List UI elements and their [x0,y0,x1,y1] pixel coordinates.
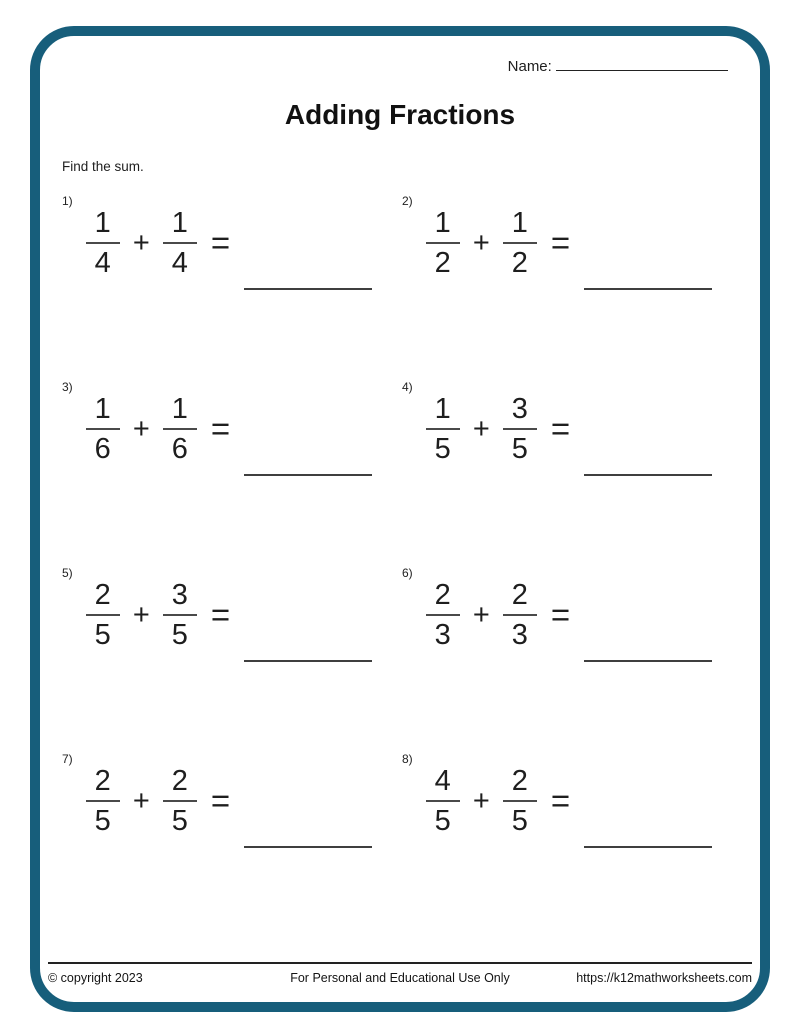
equals-sign: = [210,596,231,633]
fraction-first [86,207,120,280]
denominator: 5 [511,805,528,837]
problem-7 [62,753,402,849]
problem-number: 3) [62,380,73,394]
worksheet [48,40,752,849]
problem-number: 2) [402,194,413,208]
plus-sign: + [472,784,490,817]
copyright-text: © copyright 2023 [48,971,143,985]
problem-number: 7) [62,752,73,766]
answer-blank[interactable] [584,288,712,290]
fraction-second [503,393,537,466]
numerator: 2 [426,579,460,616]
numerator: 1 [163,393,197,430]
numerator: 1 [426,393,460,430]
equals-sign: = [550,224,571,261]
denominator: 2 [434,247,451,279]
fraction-first [86,393,120,466]
problem-number: 1) [62,194,73,208]
plus-sign: + [472,226,490,259]
numerator: 1 [426,207,460,244]
numerator: 2 [86,579,120,616]
fraction-second [163,207,197,280]
fraction-second [503,207,537,280]
fraction-second [503,579,537,652]
page-title: Adding Fractions [284,99,516,130]
plus-sign: + [472,598,490,631]
denominator: 5 [434,433,451,465]
denominator: 5 [171,619,188,651]
denominator: 2 [511,247,528,279]
numerator: 1 [86,393,120,430]
problems-grid [62,195,752,849]
name-blank[interactable] [556,56,728,71]
fraction-first [426,765,460,838]
equals-sign: = [210,410,231,447]
answer-blank[interactable] [584,474,712,476]
denominator: 5 [511,433,528,465]
numerator: 4 [426,765,460,802]
plus-sign: + [132,412,150,445]
fraction-second [163,579,197,652]
equals-sign: = [210,224,231,261]
numerator: 2 [86,765,120,802]
denominator: 5 [94,805,111,837]
numerator: 1 [86,207,120,244]
denominator: 3 [511,619,528,651]
page-footer [48,962,752,985]
numerator: 1 [163,207,197,244]
instruction-text: Find the sum. [62,159,144,174]
problem-4 [402,381,742,477]
answer-blank[interactable] [584,660,712,662]
answer-blank[interactable] [244,660,372,662]
plus-sign: + [472,412,490,445]
numerator: 1 [503,207,537,244]
fraction-second [163,765,197,838]
answer-blank[interactable] [244,288,372,290]
fraction-first [426,393,460,466]
equals-sign: = [210,782,231,819]
problem-number: 8) [402,752,413,766]
problem-3 [62,381,402,477]
denominator: 3 [434,619,451,651]
equals-sign: = [550,410,571,447]
numerator: 3 [163,579,197,616]
fraction-second [503,765,537,838]
denominator: 4 [94,247,111,279]
answer-blank[interactable] [584,846,712,848]
fraction-first [86,579,120,652]
answer-blank[interactable] [244,474,372,476]
problem-6 [402,567,742,663]
fraction-first [426,207,460,280]
denominator: 5 [94,619,111,651]
problem-number: 6) [402,566,413,580]
answer-blank[interactable] [244,846,372,848]
problem-8 [402,753,742,849]
plus-sign: + [132,598,150,631]
problem-number: 5) [62,566,73,580]
equals-sign: = [550,596,571,633]
problem-5 [62,567,402,663]
usage-text: For Personal and Educational Use Only [290,971,510,985]
equals-sign: = [550,782,571,819]
problem-1 [62,195,402,291]
plus-sign: + [132,784,150,817]
denominator: 6 [94,433,111,465]
problem-number: 4) [402,380,413,394]
plus-sign: + [132,226,150,259]
website-url: https://k12mathworksheets.com [576,971,752,985]
name-row [48,56,752,75]
denominator: 6 [171,433,188,465]
denominator: 4 [171,247,188,279]
name-label: Name: [507,58,552,75]
numerator: 2 [503,765,537,802]
denominator: 5 [434,805,451,837]
numerator: 2 [503,579,537,616]
fraction-second [163,393,197,466]
numerator: 2 [163,765,197,802]
numerator: 3 [503,393,537,430]
problem-2 [402,195,742,291]
fraction-first [86,765,120,838]
denominator: 5 [171,805,188,837]
fraction-first [426,579,460,652]
